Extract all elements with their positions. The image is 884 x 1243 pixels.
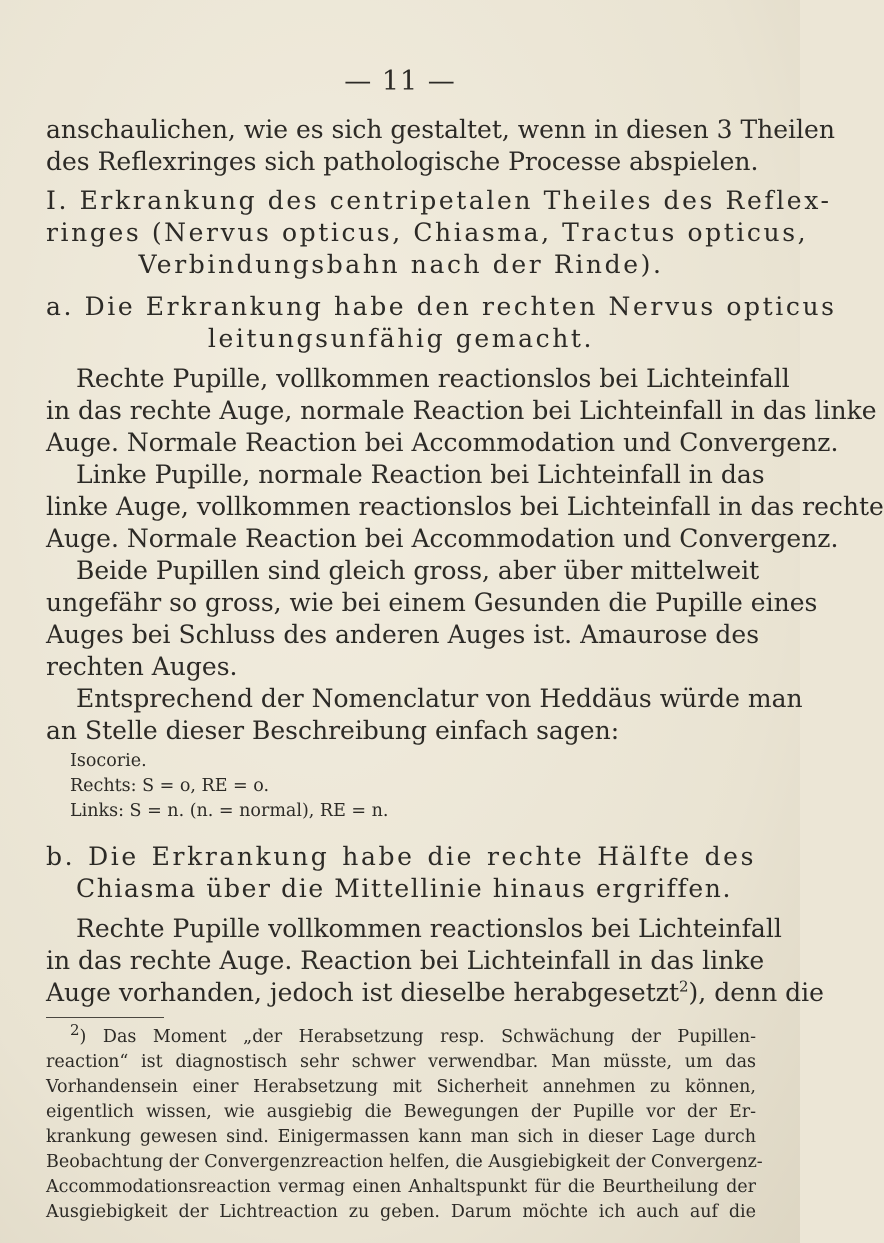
footnote-line: reaction“ ist diagnostisch sehr schwer verwendbar. Man müsste, um das [46, 1052, 756, 1072]
footnote-line [70, 1021, 756, 1050]
subsection-heading-line: a. Die Erkrankung habe den rechten Nervus opticus [46, 292, 837, 321]
footnote-line: eigentlich wissen, wie ausgiebig die Bewegungen der Pupille vor der Er- [46, 1102, 756, 1122]
text-line: an Stelle dieser Beschreibung einfach sagen: [46, 716, 620, 745]
footnote-line: Accommodationsreaction vermag einen Anhaltspunkt für die Beurtheilung der [46, 1177, 756, 1197]
text-line: des Reflexringes sich pathologische Processe abspielen. [46, 147, 759, 176]
text-line: Rechte Pupille, vollkommen reactionslos bei Lichteinfall [76, 364, 790, 393]
footnote-ref: 2 [679, 977, 689, 996]
text-line: in das rechte Auge. Reaction bei Lichteinfall in das linke [46, 946, 765, 975]
text-line: Beide Pupillen sind gleich gross, aber über mittelweit [76, 556, 760, 585]
text-line: anschaulichen, wie es sich gestaltet, wenn in diesen 3 Theilen [46, 115, 835, 144]
text-line: Auge. Normale Reaction bei Accommodation und Convergenz. [46, 428, 839, 457]
text-fragment: ), denn die [688, 978, 824, 1007]
text-line [46, 977, 824, 1008]
summary-line: Isocorie. [70, 751, 147, 771]
footnote-marker: 2 [70, 1021, 80, 1040]
text-line: rechten Auges. [46, 652, 238, 681]
subsection-heading-line: b. Die Erkrankung habe die rechte Hälfte des [46, 842, 756, 871]
footnote-line: Beobachtung der Convergenzreaction helfen, die Ausgiebigkeit der Convergenz- [46, 1152, 763, 1172]
text-line: linke Auge, vollkommen reactionslos bei Lichteinfall in das rechte [46, 492, 884, 521]
subsection-heading-line: Chiasma über die Mittellinie hinaus ergriffen. [76, 874, 732, 903]
text-line: Entsprechend der Nomenclatur von Heddäus würde man [76, 684, 803, 713]
text-line: Auges bei Schluss des anderen Auges ist. Amaurose des [46, 620, 760, 649]
section-heading-line: Verbindungsbahn nach der Rinde). [138, 250, 664, 279]
text-line: ungefähr so gross, wie bei einem Gesunden die Pupille eines [46, 588, 818, 617]
text-line: Linke Pupille, normale Reaction bei Lichteinfall in das [76, 460, 765, 489]
text-fragment: Auge vorhanden, jedoch ist dieselbe herabgesetzt [46, 978, 679, 1007]
section-heading-line: ringes (Nervus opticus, Chiasma, Tractus opticus, [46, 218, 809, 247]
text-line: Rechte Pupille vollkommen reactionslos bei Lichteinfall [76, 914, 782, 943]
footnote-line: Vorhandensein einer Herabsetzung mit Sicherheit annehmen zu können, [46, 1077, 756, 1097]
section-heading-line: I. Erkrankung des centripetalen Theiles des Reflex- [46, 186, 832, 215]
footnote-line: Ausgiebigkeit der Lichtreaction zu geben. Darum möchte ich auch auf die [46, 1202, 756, 1222]
page-number: — 11 — [344, 66, 456, 97]
summary-line: Rechts: S = o, RE = o. [70, 776, 270, 796]
text-line: Auge. Normale Reaction bei Accommodation und Convergenz. [46, 524, 839, 553]
text-line: in das rechte Auge, normale Reaction bei Lichteinfall in das linke [46, 396, 877, 425]
footnote-rule [46, 1017, 164, 1018]
text-line-part [46, 978, 824, 1008]
subsection-heading-line: leitungsunfähig gemacht. [207, 324, 595, 353]
summary-line: Links: S = n. (n. = normal), RE = n. [70, 801, 389, 821]
footnote-line: krankung gewesen sind. Einigermassen kann man sich in dieser Lage durch [46, 1127, 756, 1147]
footnote-text: ) Das Moment „der Herabsetzung resp. Schwächung der Pupillen- [79, 1027, 756, 1047]
